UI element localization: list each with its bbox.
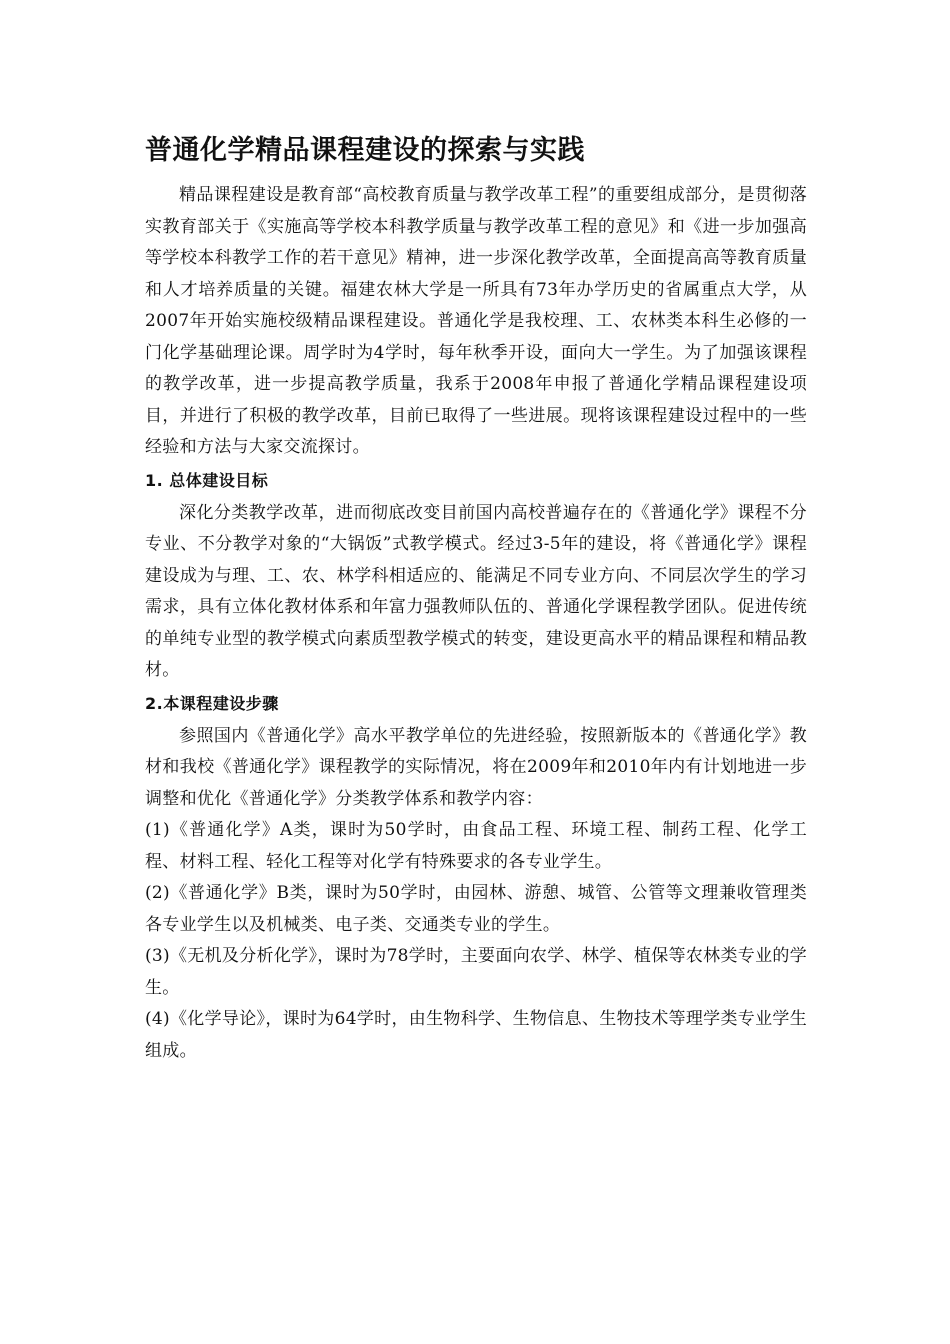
- overall-goal-paragraph: 深化分类教学改革，进而彻底改变目前国内高校普遍存在的《普通化学》课程不分专业、不分教学对象的“大锅饭”式教学模式。经过3-5年的建设，将《普通化学》课程建设成为与理、工、农、林学科相适应的、能满足不同专业方向、不同层次学生的学习需求，具有立体化教材体系和年富力强教师队伍的、普通化学课程教学团队。促进传统的单纯专业型的教学模式向素质型教学模式的转变，建设更高水平的精品课程和精品教材。: [145, 502, 807, 680]
- document-title: 普通化学精品课程建设的探索与实践: [145, 135, 585, 166]
- section-heading-overall-goal: 1. 总体建设目标: [145, 470, 269, 490]
- list-item: (4)《化学导论》，课时为64学时，由生物科学、生物信息、生物技术等理学类专业学生组成。: [145, 1009, 807, 1061]
- construction-steps-paragraph: 参照国内《普通化学》高水平教学单位的先进经验，按照新版本的《普通化学》教材和我校《普通化学》课程教学的实际情况，将在2009年和2010年内有计划地进一步调整和优化《普通化学》分类教学体系和教学内容：: [145, 725, 807, 809]
- document-page: [145, 130, 807, 1067]
- section-heading-construction-steps: 2.本课程建设步骤: [145, 693, 279, 713]
- list-item: (3)《无机及分析化学》，课时为78学时，主要面向农学、林学、植保等农林类专业的学生。: [145, 946, 807, 998]
- list-item: (2)《普通化学》B类，课时为50学时，由园林、游憩、城管、公管等文理兼收管理类各专业学生以及机械类、电子类、交通类专业的学生。: [145, 883, 807, 935]
- list-item: (1)《普通化学》A类，课时为50学时，由食品工程、环境工程、制药工程、化学工程、材料工程、轻化工程等对化学有特殊要求的各专业学生。: [145, 820, 807, 872]
- intro-paragraph: 精品课程建设是教育部“高校教育质量与教学改革工程”的重要组成部分，是贯彻落实教育部关于《实施高等学校本科教学质量与教学改革工程的意见》和《进一步加强高等学校本科教学工作的若干意见》精神，进一步深化教学改革，全面提高高等教育质量和人才培养质量的关键。福建农林大学是一所具有73年办学历史的省属重点大学，从2007年开始实施校级精品课程建设。普通化学是我校理、工、农林类本科生必修的一门化学基础理论课。周学时为4学时，每年秋季开设，面向大一学生。为了加强该课程的教学改革，进一步提高教学质量，我系于2008年申报了普通化学精品课程建设项目，并进行了积极的教学改革，目前已取得了一些进展。现将该课程建设过程中的一些经验和方法与大家交流探讨。: [145, 185, 807, 457]
